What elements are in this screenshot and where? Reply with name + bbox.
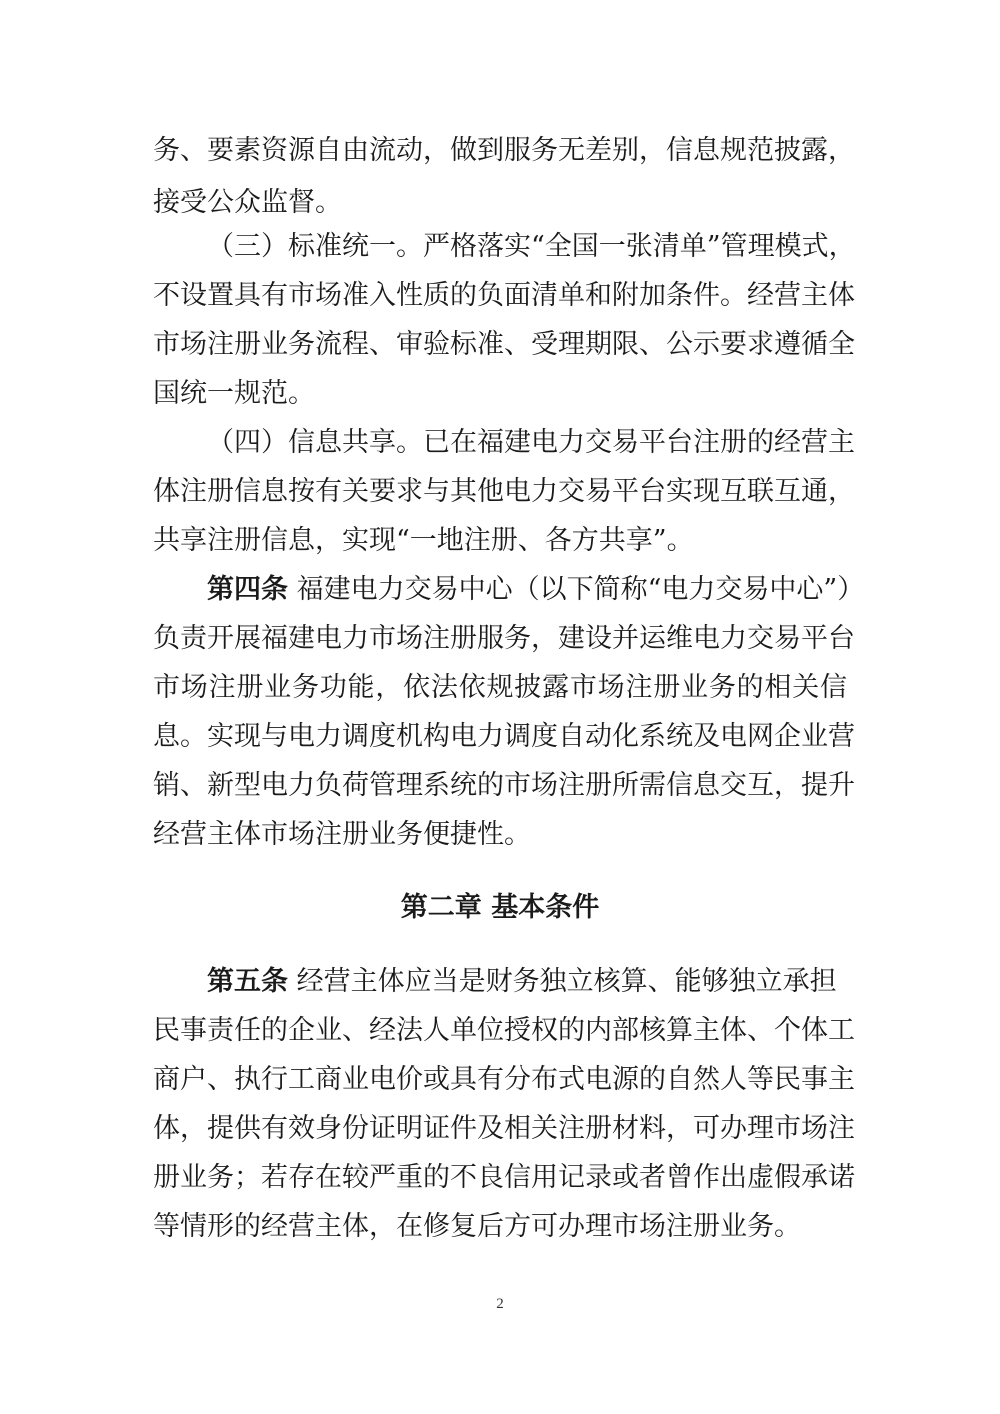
article-5-first-line: [207, 965, 837, 999]
text-line: 福建电力交易中心（以下简称“电力交易中心”）: [296, 574, 865, 605]
text-line: 民事责任的企业、经法人单位授权的内部核算主体、个体工: [153, 1015, 855, 1046]
text-line: 不设置具有市场准入性质的负面清单和附加条件。经营主体: [153, 280, 855, 311]
text-line: （四）信息共享。已在福建电力交易平台注册的经营主: [207, 427, 855, 458]
text-line: 销、新型电力负荷管理系统的市场注册所需信息交互，提升: [153, 770, 855, 801]
article-4-label: 第四条: [207, 574, 288, 605]
text-line: 市场注册业务功能，依法依规披露市场注册业务的相关信: [153, 672, 847, 703]
text-line: 务、要素资源自由流动，做到服务无差别，信息规范披露，: [153, 135, 855, 166]
text-line: 册业务；若存在较严重的不良信用记录或者曾作出虚假承诺: [153, 1162, 855, 1193]
text-line: 等情形的经营主体，在修复后方可办理市场注册业务。: [153, 1211, 801, 1242]
article-5-label: 第五条: [207, 966, 288, 997]
text-line: 经营主体市场注册业务便捷性。: [153, 819, 531, 850]
text-line: 共享注册信息，实现“一地注册、各方共享”。: [153, 525, 694, 556]
text-line: 息。实现与电力调度机构电力调度自动化系统及电网企业营: [153, 721, 855, 752]
text-line: 体，提供有效身份证明证件及相关注册材料，可办理市场注: [153, 1113, 855, 1144]
text-line: 负责开展福建电力市场注册服务，建设并运维电力交易平台: [153, 623, 855, 654]
text-line: 体注册信息按有关要求与其他电力交易平台实现互联互通，: [153, 476, 855, 507]
text-line: 国统一规范。: [153, 378, 315, 409]
text-line: 市场注册业务流程、审验标准、受理期限、公示要求遵循全: [153, 329, 855, 360]
text-line: 接受公众监督。: [153, 187, 342, 218]
text-line: （三）标准统一。严格落实“全国一张清单”管理模式，: [207, 231, 856, 262]
text-line: 经营主体应当是财务独立核算、能够独立承担: [296, 966, 837, 997]
chapter-heading: 第二章 基本条件: [400, 892, 600, 923]
page-number: 2: [496, 1296, 504, 1312]
text-line: 商户、执行工商业电价或具有分布式电源的自然人等民事主: [153, 1064, 855, 1095]
article-4-first-line: [207, 573, 864, 607]
